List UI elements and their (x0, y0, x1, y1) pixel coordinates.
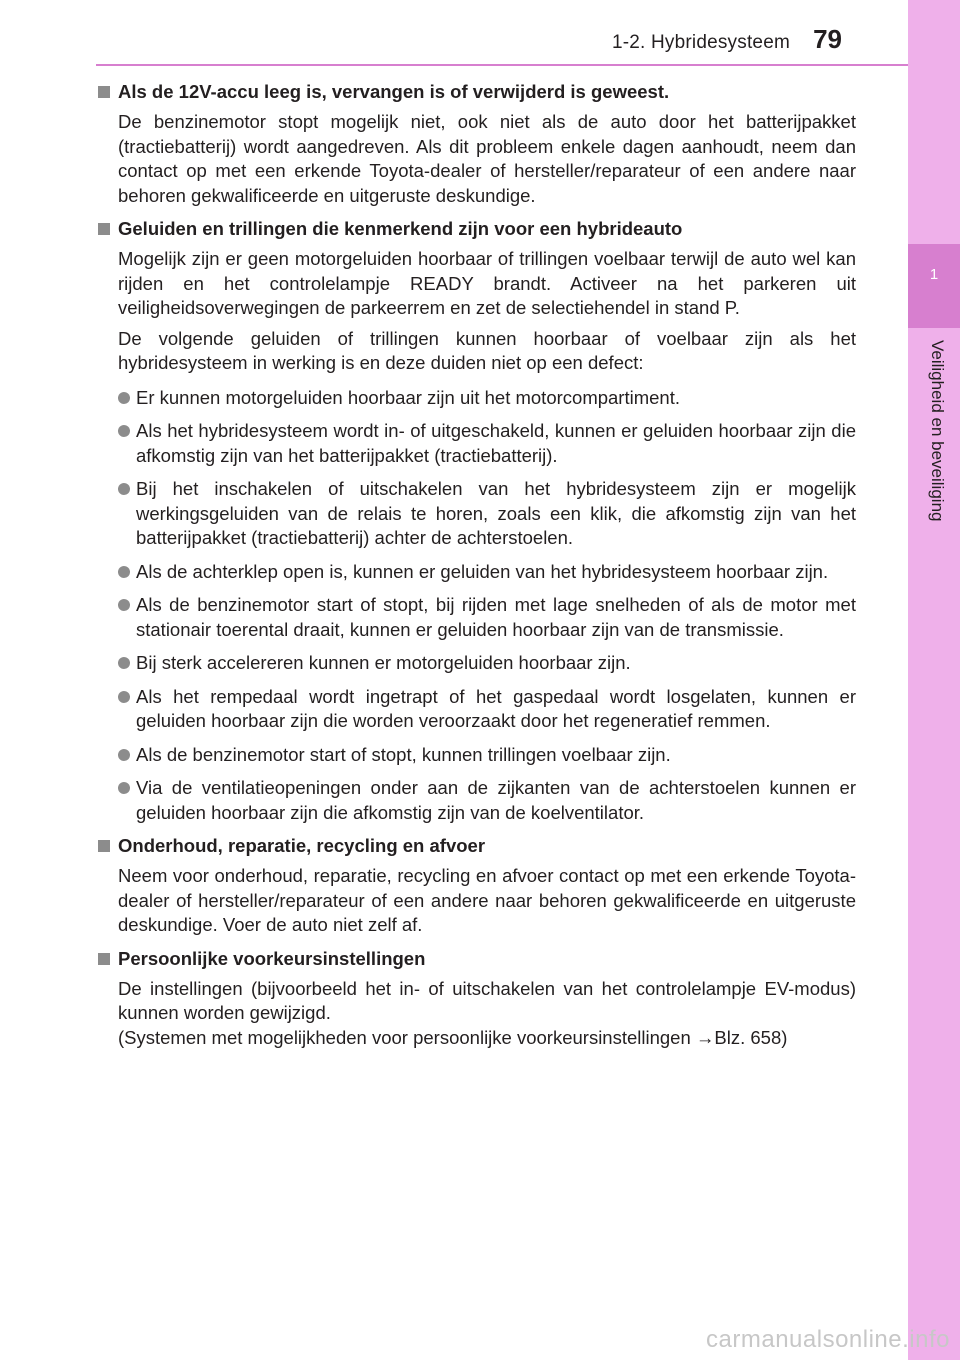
topic-heading-text: Als de 12V-accu leeg is, vervangen is of verwijderd is geweest. (118, 81, 670, 102)
list-item-text: Als de benzinemotor start of stopt, bij rijden met lage snelheden of als de motor met stationair toerental draait, kunnen er geluiden hoorbaar zijn van de transmissie. (136, 594, 856, 640)
list-item-text: Als het rempedaal wordt ingetrapt of het gaspedaal wordt losgelaten, kunnen er geluiden hoorbaar zijn die worden veroorzaakt door het regeneratief remmen. (136, 685, 856, 731)
chapter-label: Veiligheid en beveiliging (928, 340, 947, 522)
square-bullet-icon (98, 840, 110, 852)
round-bullet-icon (118, 691, 130, 703)
topic-personal-settings (98, 947, 856, 1051)
chapter-side-tab (908, 0, 960, 1360)
list-item-text: Als het hybridesysteem wordt in- of uitgeschakeld, kunnen er geluiden hoorbaar zijn die afkomstig zijn van het batterijpakket (tractiebatterij). (136, 420, 856, 466)
square-bullet-icon (98, 223, 110, 235)
paragraph: Mogelijk zijn er geen motorgeluiden hoorbaar of trillingen voelbaar terwijl de auto wel kan rijden en het controlelampje READY brandt. Activeer na het parkeren uit veiligheidsoverwegingen de parkeerrem en zet de selectiehendel in stand P. (118, 248, 856, 318)
topic-heading (98, 217, 856, 241)
page-number: 79 (813, 24, 842, 54)
round-bullet-icon (118, 425, 130, 437)
round-bullet-icon (118, 566, 130, 578)
square-bullet-icon (98, 86, 110, 98)
round-bullet-icon (118, 392, 130, 404)
chapter-number: 1 (929, 266, 939, 283)
list-item (118, 386, 856, 411)
list-item-text: Via de ventilatieopeningen onder aan de zijkanten van de achterstoelen kunnen er geluiden hoorbaar zijn die afkomstig zijn van de koelventilator. (136, 777, 856, 823)
list-item (118, 560, 856, 585)
bullet-list (118, 386, 856, 826)
topic-heading-text: Geluiden en trillingen die kenmerkend zijn voor een hybrideauto (118, 218, 683, 239)
section-title: 1-2. Hybridesysteem (611, 32, 790, 53)
list-item (118, 776, 856, 825)
watermark-text: carmanualsonline.info (706, 1326, 950, 1353)
topic-hybrid-sounds (98, 217, 856, 825)
list-item (118, 743, 856, 768)
topic-heading (98, 947, 856, 971)
topic-heading-text: Persoonlijke voorkeursinstellingen (118, 947, 426, 969)
list-item-text: Er kunnen motorgeluiden hoorbaar zijn uit het motorcompartiment. (136, 386, 680, 408)
list-item (118, 419, 856, 468)
round-bullet-icon (118, 782, 130, 794)
header-rule (96, 64, 908, 66)
round-bullet-icon (118, 483, 130, 495)
round-bullet-icon (118, 599, 130, 611)
topic-maintenance (98, 834, 856, 938)
page-header (0, 0, 908, 66)
round-bullet-icon (118, 657, 130, 669)
list-item (118, 593, 856, 642)
paragraph: De volgende geluiden of trillingen kunnen hoorbaar of voelbaar zijn als het hybridesysteem in werking is en deze duiden niet op een defect: (118, 327, 856, 373)
topic-heading-text: Onderhoud, reparatie, recycling en afvoer (118, 835, 486, 856)
paragraph: Neem voor onderhoud, reparatie, recycling en afvoer contact op met een erkende Toyota-dealer of hersteller/reparateur of een andere naar behoren gekwalificeerde en uitgeruste deskundige. Voer de auto niet zelf af. (118, 865, 856, 935)
paragraph: De benzinemotor stopt mogelijk niet, ook niet als de auto door het batterijpakket (tractiebatterij) wordt aangedreven. Als dit probleem enkele dagen aanhoudt, neem dan contact op met een erkende Toyota-dealer of hersteller/reparateur of een andere naar behoren gekwalificeerde en uitgeruste deskundige. (118, 111, 856, 206)
list-item-text: Bij het inschakelen of uitschakelen van het hybridesysteem zijn er mogelijk werkingsgeluiden van de relais te horen, zoals een klik, die afkomstig zijn van het batterijpakket (tractiebatterij) achter de achterstoelen. (136, 478, 856, 548)
paragraph: De instellingen (bijvoorbeeld het in- of uitschakelen van het controlelampje EV-modus) kunnen worden gewijzigd. (118, 977, 856, 1023)
list-item (118, 477, 856, 551)
topic-heading (98, 80, 856, 104)
list-item (118, 685, 856, 734)
square-bullet-icon (98, 953, 110, 965)
list-item-text: Bij sterk accelereren kunnen er motorgeluiden hoorbaar zijn. (136, 652, 631, 673)
topic-12v-battery (98, 80, 856, 208)
list-item (118, 651, 856, 676)
page-content (98, 80, 856, 1059)
list-item-text: Als de benzinemotor start of stopt, kunnen trillingen voelbaar zijn. (136, 743, 671, 765)
chapter-number-block (908, 244, 960, 328)
round-bullet-icon (118, 749, 130, 761)
topic-heading (98, 834, 856, 858)
paragraph-page-reference: (Systemen met mogelijkheden voor persoonlijke voorkeursinstellingen →Blz. 658) (118, 1026, 788, 1048)
list-item-text: Als de achterklep open is, kunnen er geluiden van het hybridesysteem hoorbaar zijn. (136, 560, 829, 582)
